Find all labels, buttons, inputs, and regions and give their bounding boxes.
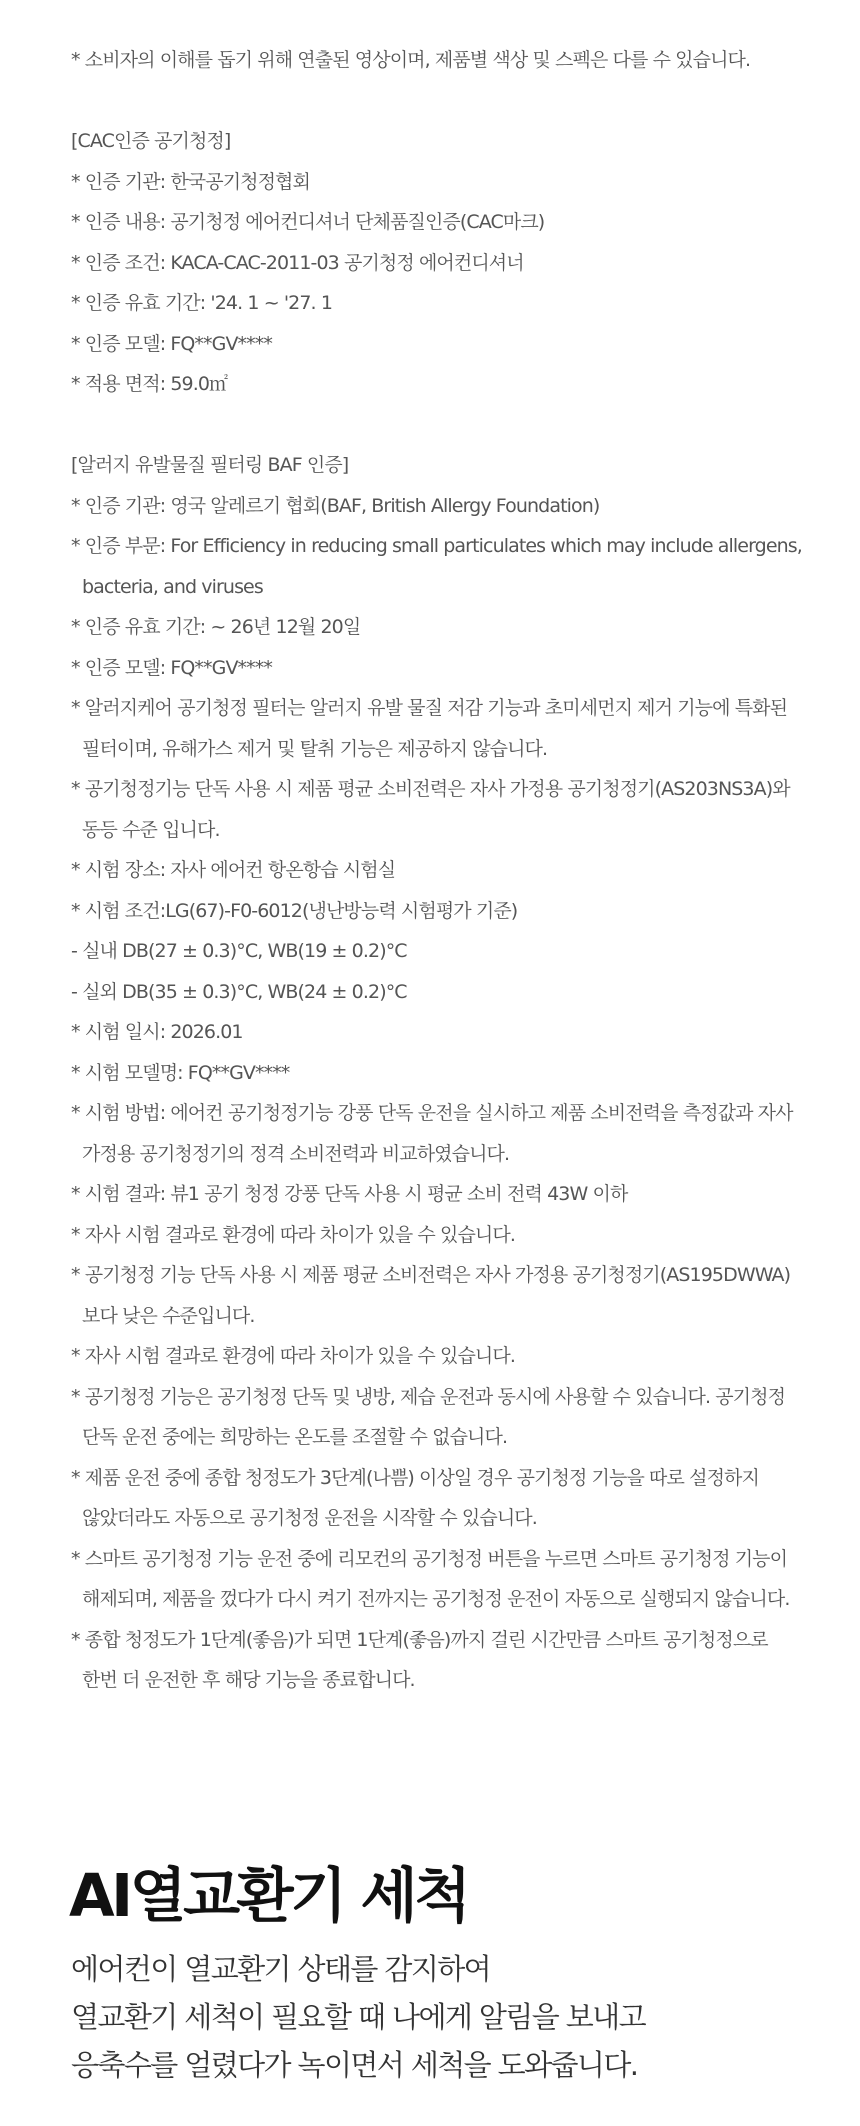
note-line: * 적용 면적: 59.0㎡ (71, 373, 228, 395)
note-line-continued: 보다 낮은 수준입니다. (82, 1304, 255, 1327)
note-heading-baf: [알러지 유발물질 필터링 BAF 인증] (71, 454, 349, 476)
section-title: AI열교환기 세척 (69, 1861, 468, 1930)
note-line-continued: 동등 수준 입니다. (82, 818, 220, 841)
note-line-continued: 필터이며, 유해가스 제거 및 탈취 기능은 제공하지 않습니다. (82, 737, 548, 760)
note-line-continued: 않았더라도 자동으로 공기청정 운전을 시작할 수 있습니다. (82, 1507, 537, 1529)
note-line: * 시험 장소: 자사 에어컨 항온항습 시험실 (71, 859, 396, 881)
note-line: * 공기청정 기능 단독 사용 시 제품 평균 소비전력은 자사 가정용 공기청정기(AS195DWWA) (71, 1264, 791, 1286)
note-line: * 인증 기관: 영국 알레르기 협회(BAF, British Allergy Foundation) (71, 494, 600, 517)
description-line: 응축수를 얼렸다가 녹이면서 세척을 도와줍니다. (71, 2048, 638, 2082)
note-line: * 종합 청정도가 1단계(좋음)가 되면 1단계(좋음)까지 걸린 시간만큼 스마트 공기청정으로 (71, 1628, 768, 1651)
note-line-continued: 가정용 공기청정기의 정격 소비전력과 비교하였습니다. (82, 1142, 510, 1165)
note-line: * 시험 모델명: FQ**GV**** (71, 1061, 290, 1084)
section-description (71, 1945, 811, 2089)
description-line: 열교환기 세척이 필요할 때 나에게 알림을 보내고 (71, 2000, 645, 2034)
note-line-continued: 한번 더 운전한 후 해당 기능을 종료합니다. (82, 1669, 415, 1691)
note-line: - 실외 DB(35 ± 0.3)°C, WB(24 ± 0.2)°C (71, 980, 407, 1003)
note-line: * 자사 시험 결과로 환경에 따라 차이가 있을 수 있습니다. (71, 1345, 515, 1367)
note-line: * 소비자의 이해를 돕기 위해 연출된 영상이며, 제품별 색상 및 스펙은 다를 수 있습니다. (71, 49, 751, 71)
note-line: * 공기청정 기능은 공기청정 단독 및 냉방, 제습 운전과 동시에 사용할 수 있습니다. 공기청정 (71, 1385, 786, 1408)
note-spacer (71, 81, 801, 122)
note-line: - 실내 DB(27 ± 0.3)°C, WB(19 ± 0.2)°C (71, 940, 407, 962)
note-line: * 제품 운전 중에 종합 청정도가 3단계(나쁨) 이상일 경우 공기청정 기능을 따로 설정하지 (71, 1466, 759, 1489)
note-line: * 인증 부문: For Efficiency in reducing small particulates which may include allergens, (71, 535, 802, 557)
note-line: * 인증 모델: FQ**GV**** (71, 332, 272, 355)
note-heading-cac: [CAC인증 공기청정] (71, 130, 231, 152)
note-line: * 자사 시험 결과로 환경에 따라 차이가 있을 수 있습니다. (71, 1223, 515, 1246)
note-line: * 인증 내용: 공기청정 에어컨디셔너 단체품질인증(CAC마크) (71, 211, 545, 233)
disclaimer-notes (71, 40, 801, 1701)
note-line: * 시험 일시: 2026.01 (71, 1021, 243, 1043)
note-line: * 시험 결과: 뷰1 공기 청정 강풍 단독 사용 시 평균 소비 전력 43W 이하 (71, 1183, 628, 1205)
note-line: * 스마트 공기청정 기능 운전 중에 리모컨의 공기청정 버튼을 누르면 스마트 공기청정 기능이 (71, 1547, 788, 1570)
note-line: * 인증 기관: 한국공기청정협회 (71, 170, 310, 193)
note-line: * 인증 모델: FQ**GV**** (71, 656, 272, 679)
note-line: * 공기청정기능 단독 사용 시 제품 평균 소비전력은 자사 가정용 공기청정기(AS203NS3A)와 (71, 778, 790, 800)
note-line-continued: bacteria, and viruses (82, 575, 263, 598)
note-line: * 인증 유효 기간: '24. 1 ~ '27. 1 (71, 292, 333, 314)
description-line: 에어컨이 열교환기 상태를 감지하여 (71, 1952, 491, 1986)
note-line: * 인증 조건: KACA-CAC-2011-03 공기청정 에어컨디셔너 (71, 251, 524, 274)
note-line: * 시험 방법: 에어컨 공기청정기능 강풍 단독 운전을 실시하고 제품 소비전력을 측정값과 자사 (71, 1102, 793, 1124)
note-spacer (71, 405, 801, 446)
note-line: * 시험 조건:LG(67)-F0-6012(냉난방능력 시험평가 기준) (71, 899, 518, 922)
note-line: * 인증 유효 기간: ~ 26년 12월 20일 (71, 616, 361, 638)
note-line: * 알러지케어 공기청정 필터는 알러지 유발 물질 저감 기능과 초미세먼지 제거 기능에 특화된 (71, 697, 788, 719)
note-line-continued: 해제되며, 제품을 껐다가 다시 켜기 전까지는 공기청정 운전이 자동으로 실행되지 않습니다. (82, 1588, 790, 1610)
note-line-continued: 단독 운전 중에는 희망하는 온도를 조절할 수 없습니다. (82, 1426, 508, 1448)
